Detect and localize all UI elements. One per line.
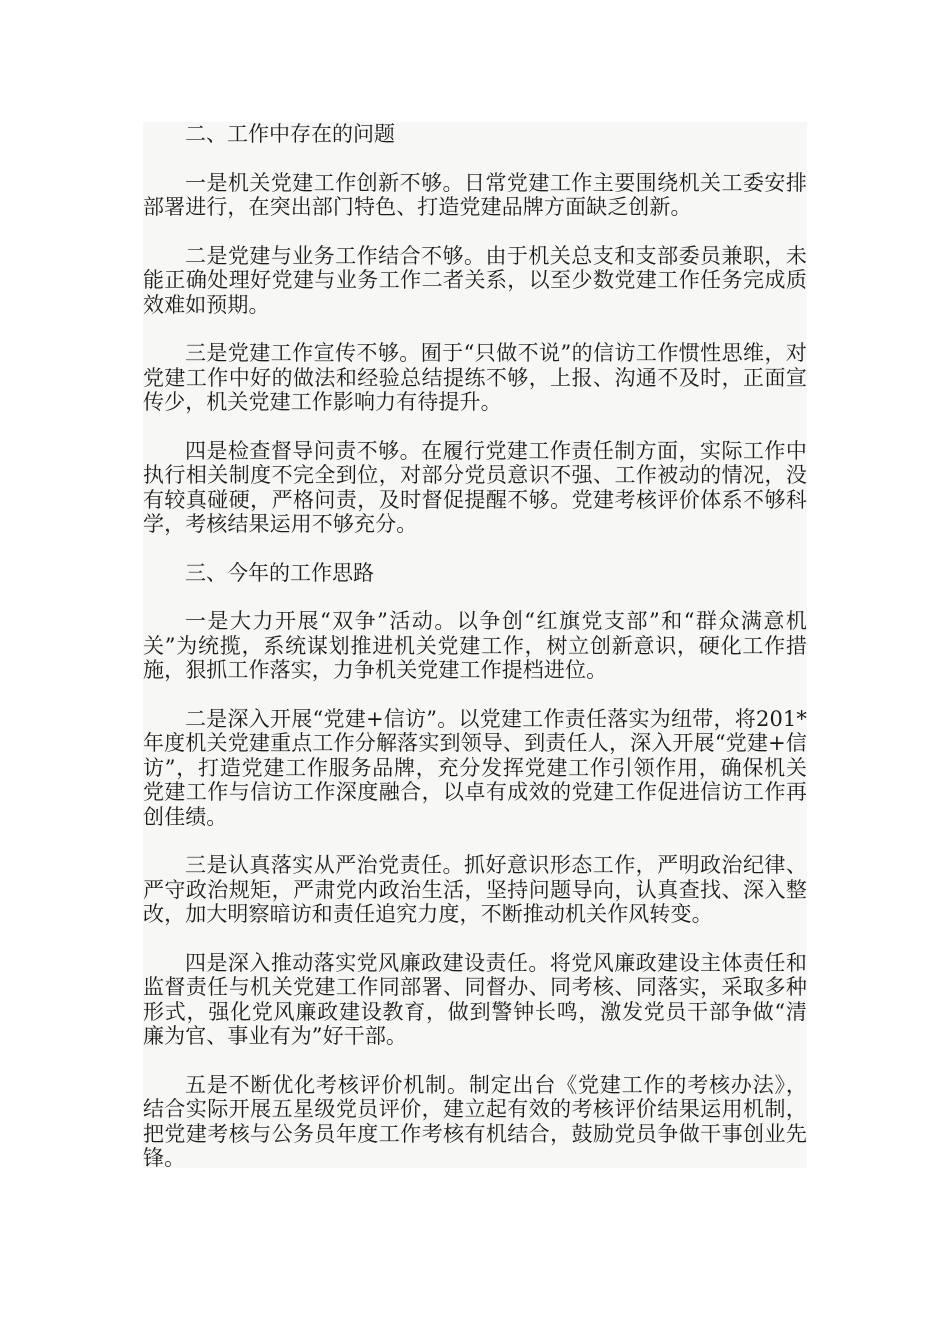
paragraph-problem-4: 四是检查督导问责不够。在履行党建工作责任制方面，实际工作中执行相关制度不完全到位，对部分党员意识不强、工作被动的情况，没有较真碰硬，严格问责，及时督促提醒不够。党建考核评价体系不够科学，考核结果运用不够充分。 bbox=[143, 438, 807, 536]
paragraph-plan-4: 四是深入推动落实党风廉政建设责任。将党风廉政建设主体责任和监督责任与机关党建工作同部署、同督办、同考核、同落实，采取多种形式，强化党风廉政建设教育，做到警钟长鸣，激发党员干部争做“清廉为官、事业有为”好干部。 bbox=[143, 950, 807, 1048]
section-heading-plans: 三、今年的工作思路 bbox=[185, 560, 374, 585]
paragraph-plan-5: 五是不断优化考核评价机制。制定出台《党建工作的考核办法》，结合实际开展五星级党员评价，建立起有效的考核评价结果运用机制，把党建考核与公务员年度工作考核有机结合，鼓励党员争做干事创业先锋。 bbox=[143, 1072, 807, 1170]
paragraph-plan-1: 一是大力开展“双争”活动。以争创“红旗党支部”和“群众满意机关”为统揽，系统谋划推进机关党建工作，树立创新意识，硬化工作措施，狠抓工作落实，力争机关党建工作提档进位。 bbox=[143, 609, 807, 682]
section-heading-problems: 二、工作中存在的问题 bbox=[185, 122, 395, 146]
paragraph-problem-1: 一是机关党建工作创新不够。日常党建工作主要围绕机关工委安排部署进行，在突出部门特色、打造党建品牌方面缺乏创新。 bbox=[143, 170, 807, 219]
paragraph-problem-2: 二是党建与业务工作结合不够。由于机关总支和支部委员兼职，未能正确处理好党建与业务工作二者关系，以至少数党建工作任务完成质效难如预期。 bbox=[143, 243, 807, 317]
paragraph-problem-3: 三是党建工作宣传不够。囿于“只做不说”的信访工作惯性思维，对党建工作中好的做法和经验总结提练不够，上报、沟通不及时，正面宣传少，机关党建工作影响力有待提升。 bbox=[143, 341, 807, 414]
paragraph-plan-3: 三是认真落实从严治党责任。抓好意识形态工作，严明政治纪律、严守政治规矩，严肃党内政治生活，坚持问题导向，认真查找、深入整改，加大明察暗访和责任追究力度，不断推动机关作风转变。 bbox=[143, 853, 807, 926]
paragraph-plan-2: 二是深入开展“党建+信访”。以党建工作责任落实为纽带，将201*年度机关党建重点工作分解落实到领导、到责任人，深入开展“党建+信访”，打造党建工作服务品牌，充分发挥党建工作引领作用，确保机关党建工作与信访工作深度融合，以卓有成效的党建工作促进信访工作再创佳绩。 bbox=[143, 706, 807, 829]
document-body bbox=[143, 122, 807, 1168]
